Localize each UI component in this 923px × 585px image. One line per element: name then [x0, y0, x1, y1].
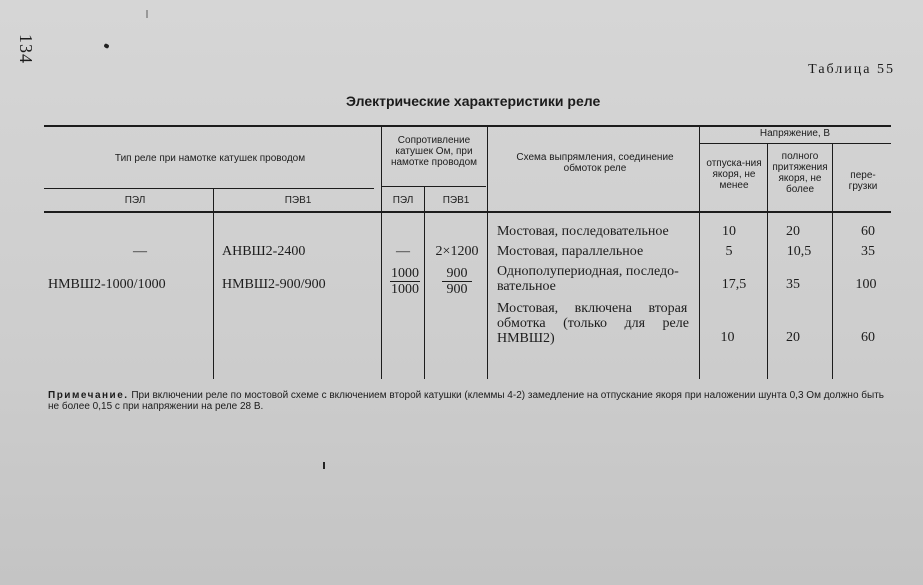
row3-pev1: НМВШ2-900/900 — [222, 277, 326, 292]
subheader-rule-res — [382, 186, 486, 187]
note-label: Примечание. — [48, 390, 129, 401]
header-pickup: полного притяжения якоря, не более — [772, 151, 828, 195]
table-note — [48, 390, 893, 412]
header-voltage: Напряжение, В — [759, 128, 831, 139]
row3-pel: НМВШ2-1000/1000 — [48, 277, 166, 292]
row2-pickup: 10,5 — [786, 244, 812, 259]
row3-r-pel — [390, 266, 420, 297]
row3-r-pel-den: 1000 — [391, 282, 419, 297]
row1-pickup: 20 — [786, 224, 800, 239]
row3-r-pev1-num: 900 — [442, 266, 472, 282]
table-label: Таблица 55 — [808, 62, 895, 77]
header-pel-resistance: ПЭЛ — [392, 195, 414, 206]
header-resistance: Сопротивление катушек Ом, при намотке проводом — [390, 135, 478, 168]
row1-scheme: Мостовая, последовательное — [497, 224, 669, 239]
scan-speck — [103, 43, 109, 49]
row3-scheme-line2: вательное — [497, 279, 556, 294]
row2-r-pel: — — [396, 244, 410, 259]
row2-overload: 35 — [861, 244, 875, 259]
header-overload: пере-грузки — [848, 170, 878, 192]
scan-speck — [323, 462, 325, 469]
note-text: При включении реле по мостовой схеме с включением второй катушки (клеммы 4-2) замедление на отпускание якоря при наложении шунта 0,3 Ом должно быть не более 0,15 с при напряжении на реле 28 В. — [48, 390, 884, 412]
row4-release: 10 — [720, 330, 735, 345]
row2-pel: — — [133, 244, 147, 259]
row1-overload: 60 — [861, 224, 875, 239]
header-scheme: Схема выпрямления, соединение обмоток реле — [516, 152, 674, 174]
header-release: отпуска-ния якоря, не менее — [706, 158, 762, 191]
subheader-rule — [44, 188, 374, 189]
row4-scheme-line2: обмотка (только для реле — [497, 316, 689, 331]
row3-r-pel-num: 1000 — [391, 266, 419, 281]
row3-pickup: 35 — [786, 277, 800, 292]
row3-r-pev1-den: 900 — [446, 282, 468, 297]
row3-release: 17,5 — [721, 277, 747, 292]
header-relay-type: Тип реле при намотке катушек проводом — [114, 153, 306, 164]
row2-r-pev1: 2×1200 — [435, 244, 479, 259]
header-pev1-resistance: ПЭВ1 — [442, 195, 470, 206]
row4-overload: 60 — [861, 330, 875, 345]
row4-scheme-line3: НМВШ2) — [497, 331, 555, 346]
row2-release: 5 — [725, 244, 733, 259]
table-title: Электрические характеристики реле — [346, 93, 601, 109]
voltage-header-rule — [700, 143, 891, 144]
row3-overload: 100 — [855, 277, 877, 292]
row3-scheme-line1: Однополупериодная, последо- — [497, 264, 679, 279]
header-pel: ПЭЛ — [124, 195, 146, 206]
table-top-rule — [44, 125, 891, 127]
row4-scheme-line1: Мостовая, включена вторая — [497, 301, 688, 316]
scan-speck — [146, 10, 148, 18]
row2-pev1: АНВШ2-2400 — [222, 244, 306, 259]
row2-scheme: Мостовая, параллельное — [497, 244, 644, 259]
header-pev1: ПЭВ1 — [284, 195, 312, 206]
col-divider — [424, 187, 425, 379]
row1-release: 10 — [722, 224, 736, 239]
col-divider — [213, 189, 214, 379]
header-bottom-rule — [44, 211, 891, 213]
page-number: 134 — [16, 34, 36, 64]
row3-r-pev1 — [442, 266, 472, 297]
row4-pickup: 20 — [786, 330, 800, 345]
